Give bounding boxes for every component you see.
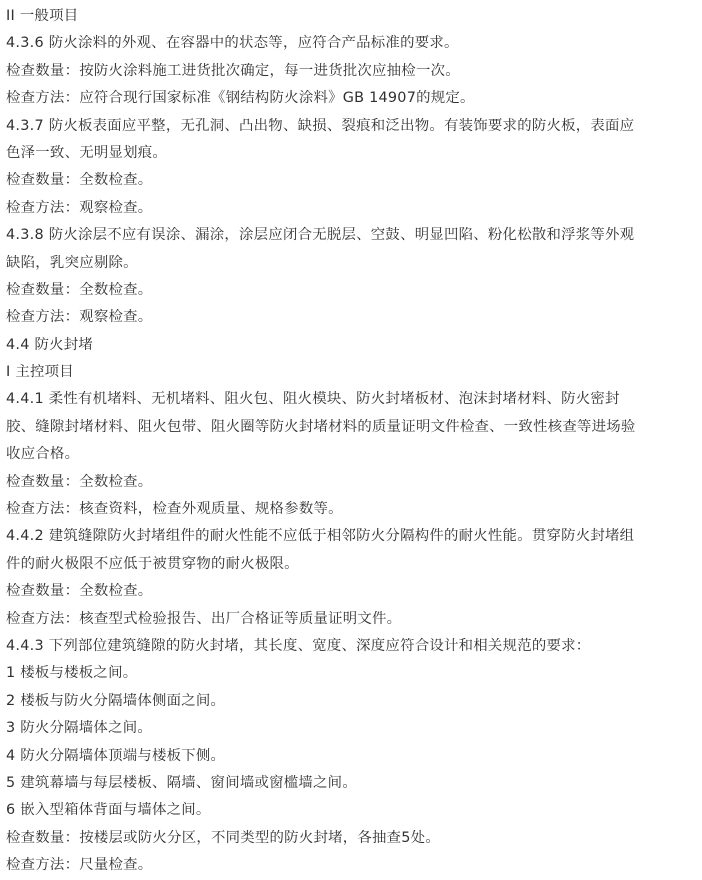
document-body [6, 3, 696, 880]
clause-4-4-3-inspection-method: 检查方法：尺量检查。 [6, 857, 153, 874]
list-item: 3 防火分隔墙体之间。 [6, 720, 152, 737]
clause-4-4-2-inspection-method: 检查方法：核查型式检验报告、出厂合格证等质量证明文件。 [6, 610, 402, 627]
section-heading-4-4: 4.4 防火封堵 [6, 336, 94, 353]
clause-4-4-2-inspection-quantity: 检查数量：全数检查。 [6, 583, 153, 600]
clause-4-3-8 [6, 222, 696, 277]
clause-4-4-1-inspection-method: 检查方法：核查资料，检查外观质量、规格参数等。 [6, 501, 343, 518]
list-item: 4 防火分隔墙体顶端与楼板下侧。 [6, 747, 226, 764]
clause-4-4-3: 4.4.3 下列部位建筑缝隙的防火封堵，其长度、宽度、深度应符合设计和相关规范的要求： [6, 637, 591, 654]
clause-4-3-8-line-1: 4.3.8 防火涂层不应有误涂、漏涂，涂层应闭合无脱层、空鼓、明显凹陷、粉化松散和浮浆等外观 [6, 227, 635, 244]
clause-4-4-2-line-1: 4.4.2 建筑缝隙防火封堵组件的耐火性能不应低于相邻防火分隔构件的耐火性能。贯穿防火封堵组 [6, 528, 635, 545]
clause-4-3-7-inspection-quantity: 检查数量：全数检查。 [6, 172, 153, 189]
clause-4-3-6: 4.3.6 防火涂料的外观、在容器中的状态等，应符合产品标准的要求。 [6, 35, 459, 52]
clause-4-3-6-inspection-quantity: 检查数量：按防火涂料施工进货批次确定，每一进货批次应抽检一次。 [6, 62, 460, 79]
clause-4-4-1-inspection-quantity: 检查数量：全数检查。 [6, 473, 153, 490]
list-item: 1 楼板与楼板之间。 [6, 665, 138, 682]
clause-4-3-8-inspection-quantity: 检查数量：全数检查。 [6, 281, 153, 298]
clause-4-3-7 [6, 113, 696, 168]
clause-4-4-1-line-1: 4.4.1 柔性有机堵料、无机堵料、阻火包、阻火模块、防火封堵板材、泡沫封堵材料、防火密封 [6, 391, 620, 408]
subsection-heading-main: I 主控项目 [6, 364, 74, 381]
clause-4-4-2 [6, 523, 696, 578]
clause-4-4-2-line-2: 件的耐火极限不应低于被贯穿物的耐火极限。 [6, 555, 299, 572]
clause-4-3-7-line-2: 色泽一致、无明显划痕。 [6, 144, 168, 161]
clause-4-4-1-line-2: 胶、缝隙封堵材料、阻火包带、阻火圈等防火封堵材料的质量证明文件检查、一致性核查等进场验 [6, 418, 636, 435]
list-item: 5 建筑幕墙与每层楼板、隔墙、窗间墙或窗槛墙之间。 [6, 774, 357, 791]
clause-4-3-7-line-1: 4.3.7 防火板表面应平整，无孔洞、凸出物、缺损、裂痕和泛出物。有装饰要求的防火板，表面应 [6, 117, 635, 134]
clause-4-3-6-inspection-method: 检查方法：应符合现行国家标准《钢结构防火涂料》GB 14907的规定。 [6, 90, 475, 107]
list-item: 6 嵌入型箱体背面与墙体之间。 [6, 802, 211, 819]
clause-4-3-7-inspection-method: 检查方法：观察检查。 [6, 199, 153, 216]
clause-4-4-3-inspection-quantity: 检查数量：按楼层或防火分区，不同类型的防火封堵，各抽查5处。 [6, 829, 440, 846]
clause-4-4-1 [6, 386, 696, 468]
clause-4-3-8-inspection-method: 检查方法：观察检查。 [6, 309, 153, 326]
list-item: 2 楼板与防火分隔墙体侧面之间。 [6, 692, 226, 709]
clause-4-4-1-line-3: 收应合格。 [6, 446, 80, 463]
clause-4-3-8-line-2: 缺陷，乳突应剔除。 [6, 254, 138, 271]
clause-4-4-3-list [6, 660, 696, 824]
subsection-heading-general: II 一般项目 [6, 8, 79, 24]
